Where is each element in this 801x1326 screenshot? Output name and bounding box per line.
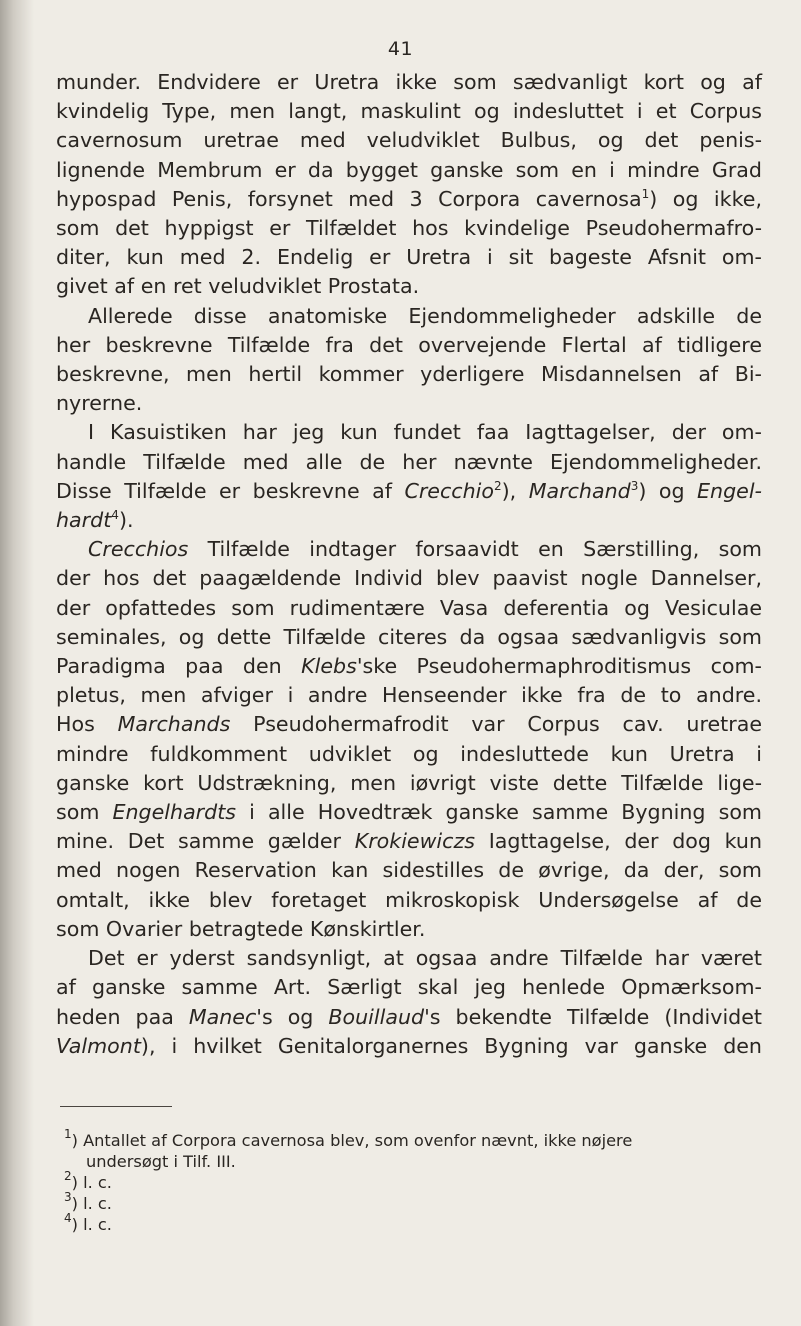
text-line: kvindelig Type, men langt, maskulint og indesluttet i et Corpus xyxy=(56,99,762,124)
footnote-ref: 1 xyxy=(641,186,650,201)
text-line: der hos det paagældende Individ blev paavist nogle Dannelser, xyxy=(56,566,762,591)
footnote-ref: 2 xyxy=(494,478,502,493)
footnote: $^1$) Antallet af Corpora cavernosa blev, som ovenfor nævnt, ikke nøjere xyxy=(64,1127,633,1150)
footnote-ref: 3 xyxy=(630,478,639,493)
text-line: handle Tilfælde med alle de her nævnte Ejendommeligheder. xyxy=(56,449,762,474)
text-line: Crecchios Tilfælde indtager forsaavidt en Særstilling, som xyxy=(88,537,762,562)
text-line: Disse Tilfælde er beskrevne af Crecchio$^2$), Marchand$^3$) og Engel- xyxy=(56,478,762,503)
text-line: med nogen Reservation kan sidestilles de øvrige, da der, som xyxy=(56,858,762,883)
footnote: $^4$) l. c. xyxy=(64,1211,112,1234)
text-line: lignende Membrum er da bygget ganske som en i mindre Grad xyxy=(56,157,762,182)
text-line: af ganske samme Art. Særligt skal jeg henlede Opmærksom- xyxy=(56,975,762,1000)
text-line: Hos Marchands Pseudohermafrodit var Corpus cav. uretrae xyxy=(56,712,762,737)
text-line: mine. Det samme gælder Krokiewiczs Iagttagelse, der dog kun xyxy=(56,829,763,854)
text-line: givet af en ret veludviklet Prostata. xyxy=(56,274,420,299)
text-line: diter, kun med 2. Endelig er Uretra i sit bageste Afsnit om- xyxy=(56,245,762,270)
footnote-continuation: undersøgt i Tilf. III. xyxy=(86,1152,236,1171)
text-line: heden paa Manec's og Bouillaud's bekendte Tilfælde (Individet xyxy=(56,1004,762,1029)
text-line: hypospad Penis, forsynet med 3 Corpora cavernosa$^1$) og ikke, xyxy=(56,186,762,211)
text-line: nyrerne. xyxy=(56,391,143,416)
text-line: omtalt, ikke blev foretaget mikroskopisk Undersøgelse af de xyxy=(56,887,762,912)
text-line: I Kasuistiken har jeg kun fundet faa Iagttagelser, der om- xyxy=(88,420,762,445)
footnote-divider xyxy=(60,1106,172,1107)
text-line: munder. Endvidere er Uretra ikke som sædvanligt kort og af xyxy=(56,70,762,94)
footnote: $^2$) l. c. xyxy=(64,1169,112,1192)
text-line: hardt$^4$). xyxy=(56,508,134,533)
footnote-ref: 4 xyxy=(111,508,119,523)
body-text xyxy=(56,68,762,1061)
text-line: mindre fuldkomment udviklet og indesluttede kun Uretra i xyxy=(56,741,762,766)
footnote: $^3$) l. c. xyxy=(64,1190,112,1213)
text-line: der opfattedes som rudimentære Vasa deferentia og Vesiculae xyxy=(56,595,762,620)
text-line: som Engelhardts i alle Hovedtræk ganske samme Bygning som xyxy=(56,800,762,825)
text-line: cavernosum uretrae med veludviklet Bulbus, og det penis- xyxy=(56,128,762,153)
footnotes xyxy=(64,1127,754,1235)
page-edge-shadow xyxy=(0,0,34,1326)
text-line: Det er yderst sandsynligt, at ogsaa andre Tilfælde har været xyxy=(88,946,762,971)
text-line: Valmont), i hvilket Genitalorganernes Bygning var ganske den xyxy=(56,1033,762,1058)
text-line: ganske kort Udstrækning, men iøvrigt viste dette Tilfælde lige- xyxy=(56,770,762,795)
text-line: Allerede disse anatomiske Ejendommeligheder adskille de xyxy=(88,303,762,328)
text-line: som Ovarier betragtede Kønskirtler. xyxy=(56,916,426,941)
text-line: Paradigma paa den Klebs'ske Pseudohermaphroditismus com- xyxy=(56,654,762,679)
text-line: seminales, og dette Tilfælde citeres da ogsaa sædvanligvis som xyxy=(56,624,762,649)
text-line: beskrevne, men hertil kommer yderligere Misdannelsen af Bi- xyxy=(56,362,762,387)
text-line: pletus, men afviger i andre Henseender ikke fra de to andre. xyxy=(56,683,762,708)
text-line: her beskrevne Tilfælde fra det overvejende Flertal af tidligere xyxy=(56,332,762,357)
page-number: 41 xyxy=(387,38,414,60)
text-line: som det hyppigst er Tilfældet hos kvindelige Pseudohermafro- xyxy=(56,216,762,241)
